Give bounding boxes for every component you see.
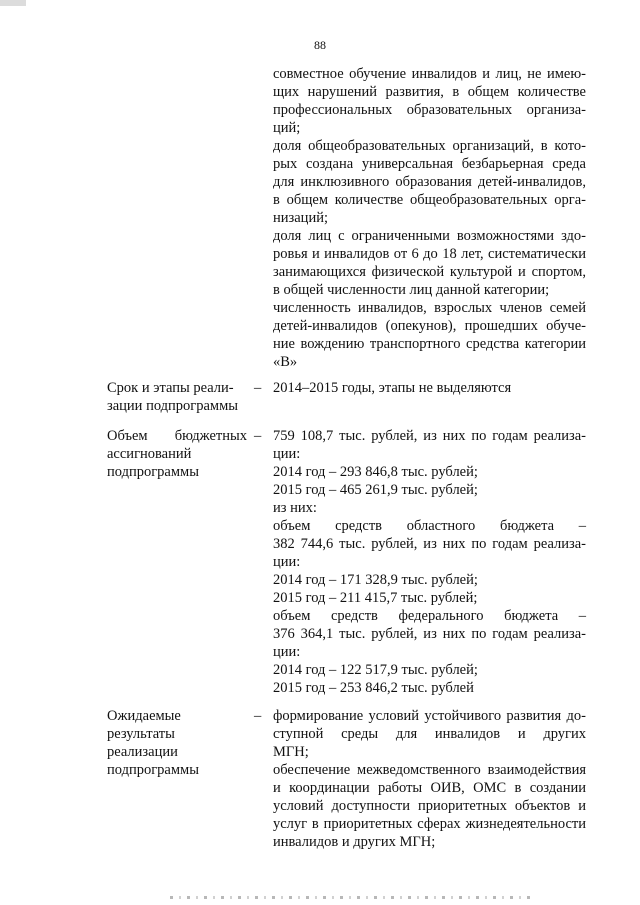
text-line: профессиональных образовательных организа- xyxy=(273,102,586,118)
budget-line: 2015 год – 211 415,7 тыс. рублей; xyxy=(273,590,478,606)
budget-line: 759 108,7 тыс. рублей, из них по годам реализа- xyxy=(273,428,586,444)
results-line: условий доступности приоритетных объектов и xyxy=(273,798,586,814)
budget-line: 2014 год – 293 846,8 тыс. рублей; xyxy=(273,464,478,480)
text-line: ций; xyxy=(273,120,301,136)
text-line: рых создана универсальная безбарьерная среда xyxy=(273,156,586,172)
budget-label-line: подпрограммы xyxy=(107,464,199,480)
results-dash: – xyxy=(254,708,262,724)
budget-line: из них: xyxy=(273,500,317,516)
budget-line: 2015 год – 253 846,2 тыс. рублей xyxy=(273,680,474,696)
term-label-line: Срок и этапы реали- xyxy=(107,380,234,396)
scan-artifact xyxy=(0,0,26,6)
budget-line: 2014 год – 122 517,9 тыс. рублей; xyxy=(273,662,478,678)
page-number: 88 xyxy=(314,38,326,52)
budget-line: ции: xyxy=(273,644,301,660)
budget-line: объем средств федерального бюджета – xyxy=(273,608,586,624)
term-dash: – xyxy=(254,380,262,396)
budget-label-line: ассигнований xyxy=(107,446,192,462)
text-line: низаций; xyxy=(273,210,328,226)
results-line: МГН; xyxy=(273,744,309,760)
results-line: инвалидов и других МГН; xyxy=(273,834,436,850)
text-line: доля лиц с ограниченными возможностями здо- xyxy=(273,228,586,244)
text-line: в общем количестве общеобразовательных орга- xyxy=(273,192,586,208)
text-line: совместное обучение инвалидов и лиц, не имею- xyxy=(273,66,586,82)
budget-label-line: Объем бюджетных xyxy=(107,428,247,444)
results-line: ступной среды для инвалидов и других xyxy=(273,726,586,742)
results-label-line: Ожидаемые xyxy=(107,708,181,724)
text-line: в общей численности лиц данной категории; xyxy=(273,282,550,298)
results-line: услуг в приоритетных сферах жизнедеятельности xyxy=(273,816,586,832)
results-label-line: реализации xyxy=(107,744,178,760)
results-label-line: подпрограммы xyxy=(107,762,199,778)
budget-line: ции: xyxy=(273,446,301,462)
budget-dash: – xyxy=(254,428,262,444)
term-label-line: зации подпрограммы xyxy=(107,398,239,414)
text-line: «B» xyxy=(273,354,298,370)
scan-artifact xyxy=(170,896,530,899)
results-line: формирование условий устойчивого развития до- xyxy=(273,708,586,724)
results-line: обеспечение межведомственного взаимодействия xyxy=(273,762,586,778)
text-line: ровья и инвалидов от 6 до 18 лет, систематически xyxy=(273,246,586,262)
budget-line: 376 364,1 тыс. рублей, из них по годам реализа- xyxy=(273,626,586,642)
text-line: детей-инвалидов (опекунов), прошедших обуче- xyxy=(273,318,586,334)
results-label-line: результаты xyxy=(107,726,175,742)
budget-line: ции: xyxy=(273,554,301,570)
budget-line: 2015 год – 465 261,9 тыс. рублей; xyxy=(273,482,478,498)
text-line: для инклюзивного образования детей-инвалидов, xyxy=(273,174,586,190)
budget-line: 2014 год – 171 328,9 тыс. рублей; xyxy=(273,572,478,588)
term-value: 2014–2015 годы, этапы не выделяются xyxy=(273,380,512,396)
text-line: ние вождению транспортного средства категории xyxy=(273,336,586,352)
text-line: щих нарушений развития, в общем количестве xyxy=(273,84,586,100)
text-line: доля общеобразовательных организаций, в кото- xyxy=(273,138,586,154)
results-line: и координации работы ОИВ, ОМС в создании xyxy=(273,780,586,796)
text-line: занимающихся физической культурой и спортом, xyxy=(273,264,586,280)
budget-line: 382 744,6 тыс. рублей, из них по годам реализа- xyxy=(273,536,586,552)
text-line: численность инвалидов, взрослых членов семей xyxy=(273,300,586,316)
budget-line: объем средств областного бюджета – xyxy=(273,518,586,534)
